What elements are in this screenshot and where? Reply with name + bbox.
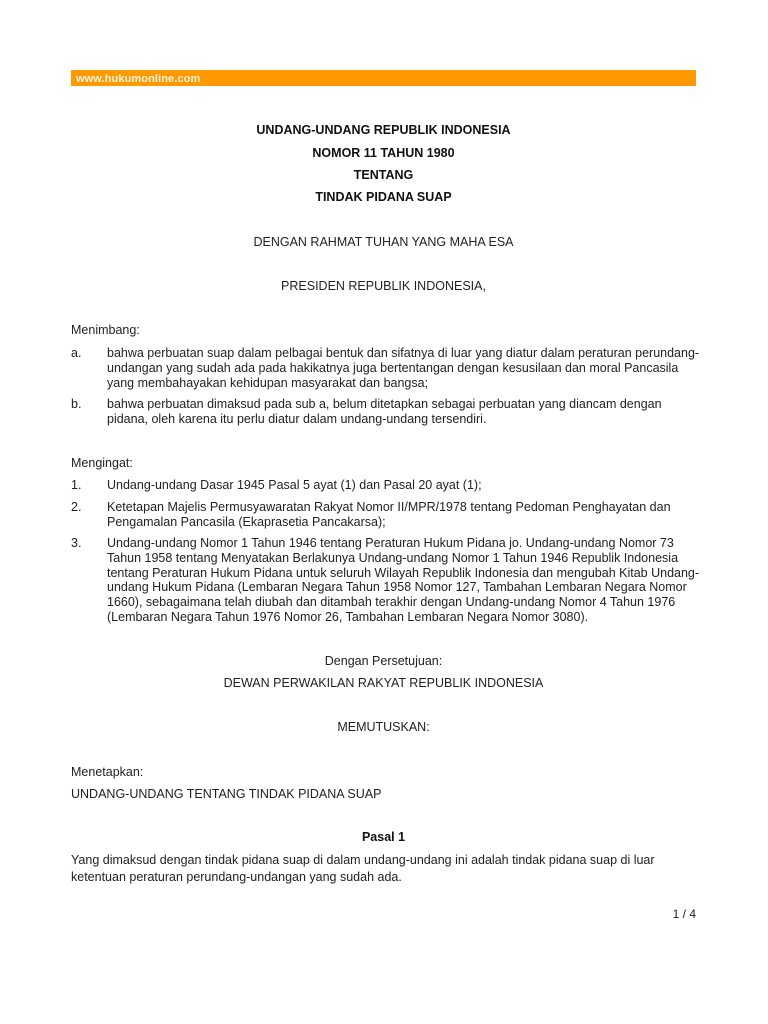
pasal-1-heading: Pasal 1 (361, 830, 406, 844)
list-item-text: Ketetapan Majelis Permusyawaratan Rakyat Nomor II/MPR/1978 tentang Pedoman Penghayatan dan Pengamalan Pancasila (Ekaprasetia Pancakarsa); (107, 500, 671, 529)
list-item-text: bahwa perbuatan suap dalam pelbagai bentuk dan sifatnya di luar yang diatur dalam peraturan perundang-undangan yang sudah ada pada hakikatnya juga bertentangan dengan kesusilaan dan moral Pancasila yang membahayakan kehidupan masyarakat dan bangsa; (107, 346, 700, 390)
persetujuan-label: Dengan Persetujuan: (324, 654, 443, 668)
title-line-1: UNDANG-UNDANG REPUBLIK INDONESIA (256, 123, 511, 137)
menimbang-label: Menimbang: (71, 323, 140, 337)
list-item-text: Undang-undang Dasar 1945 Pasal 5 ayat (1) dan Pasal 20 ayat (1); (107, 478, 482, 492)
list-marker: 2. (71, 500, 82, 514)
page-indicator: 1 / 4 (672, 907, 696, 921)
list-item-text: Undang-undang Nomor 1 Tahun 1946 tentang Peraturan Hukum Pidana jo. Undang-undang Nomor 73 Tahun 1958 tentang Menyatakan Berlakunya Undang-undang Nomor 1 Tahun 1946 Republik Indonesia tentang Peraturan Hukum Pidana untuk seluruh Wilayah Republik Indonesia dan mengubah Kitab Undang-undang Hukum Pidana (Lembaran Negara Tahun 1958 Nomor 127, Tambahan Lembaran Negara Nomor 1660), sebagaimana telah diubah dan ditambah terakhir dengan Undang-undang Nomor 4 Tahun 1976 (Lembaran Negara Tahun 1976 Nomor 26, Tambahan Lembaran Negara Nomor 3080). (107, 536, 700, 624)
site-banner (71, 70, 696, 86)
site-url: www.hukumonline.com (76, 73, 201, 85)
mengingat-label: Mengingat: (71, 456, 133, 470)
title-line-2: NOMOR 11 TAHUN 1980 (312, 146, 455, 160)
president-line: PRESIDEN REPUBLIK INDONESIA, (281, 279, 486, 293)
blessing-line: DENGAN RAHMAT TUHAN YANG MAHA ESA (253, 235, 514, 249)
menetapkan-label: Menetapkan: (71, 765, 144, 779)
list-item-text: bahwa perbuatan dimaksud pada sub a, belum ditetapkan sebagai perbuatan yang diancam dengan pidana, oleh karena itu perlu diatur dalam undang-undang tersendiri. (107, 397, 662, 426)
title-line-3: TENTANG (353, 168, 414, 182)
list-marker: 3. (71, 536, 82, 550)
title-line-4: TINDAK PIDANA SUAP (315, 190, 452, 204)
pasal-1-text: Yang dimaksud dengan tindak pidana suap di dalam undang-undang ini adalah tindak pidana suap di luar ketentuan peraturan perundang-undangan yang sudah ada. (71, 853, 655, 884)
list-marker: a. (71, 346, 82, 360)
memutuskan-line: MEMUTUSKAN: (337, 720, 430, 734)
list-marker: 1. (71, 478, 82, 492)
menetapkan-text: UNDANG-UNDANG TENTANG TINDAK PIDANA SUAP (71, 787, 382, 801)
dpr-line: DEWAN PERWAKILAN RAKYAT REPUBLIK INDONESIA (223, 676, 544, 690)
list-marker: b. (71, 397, 82, 411)
